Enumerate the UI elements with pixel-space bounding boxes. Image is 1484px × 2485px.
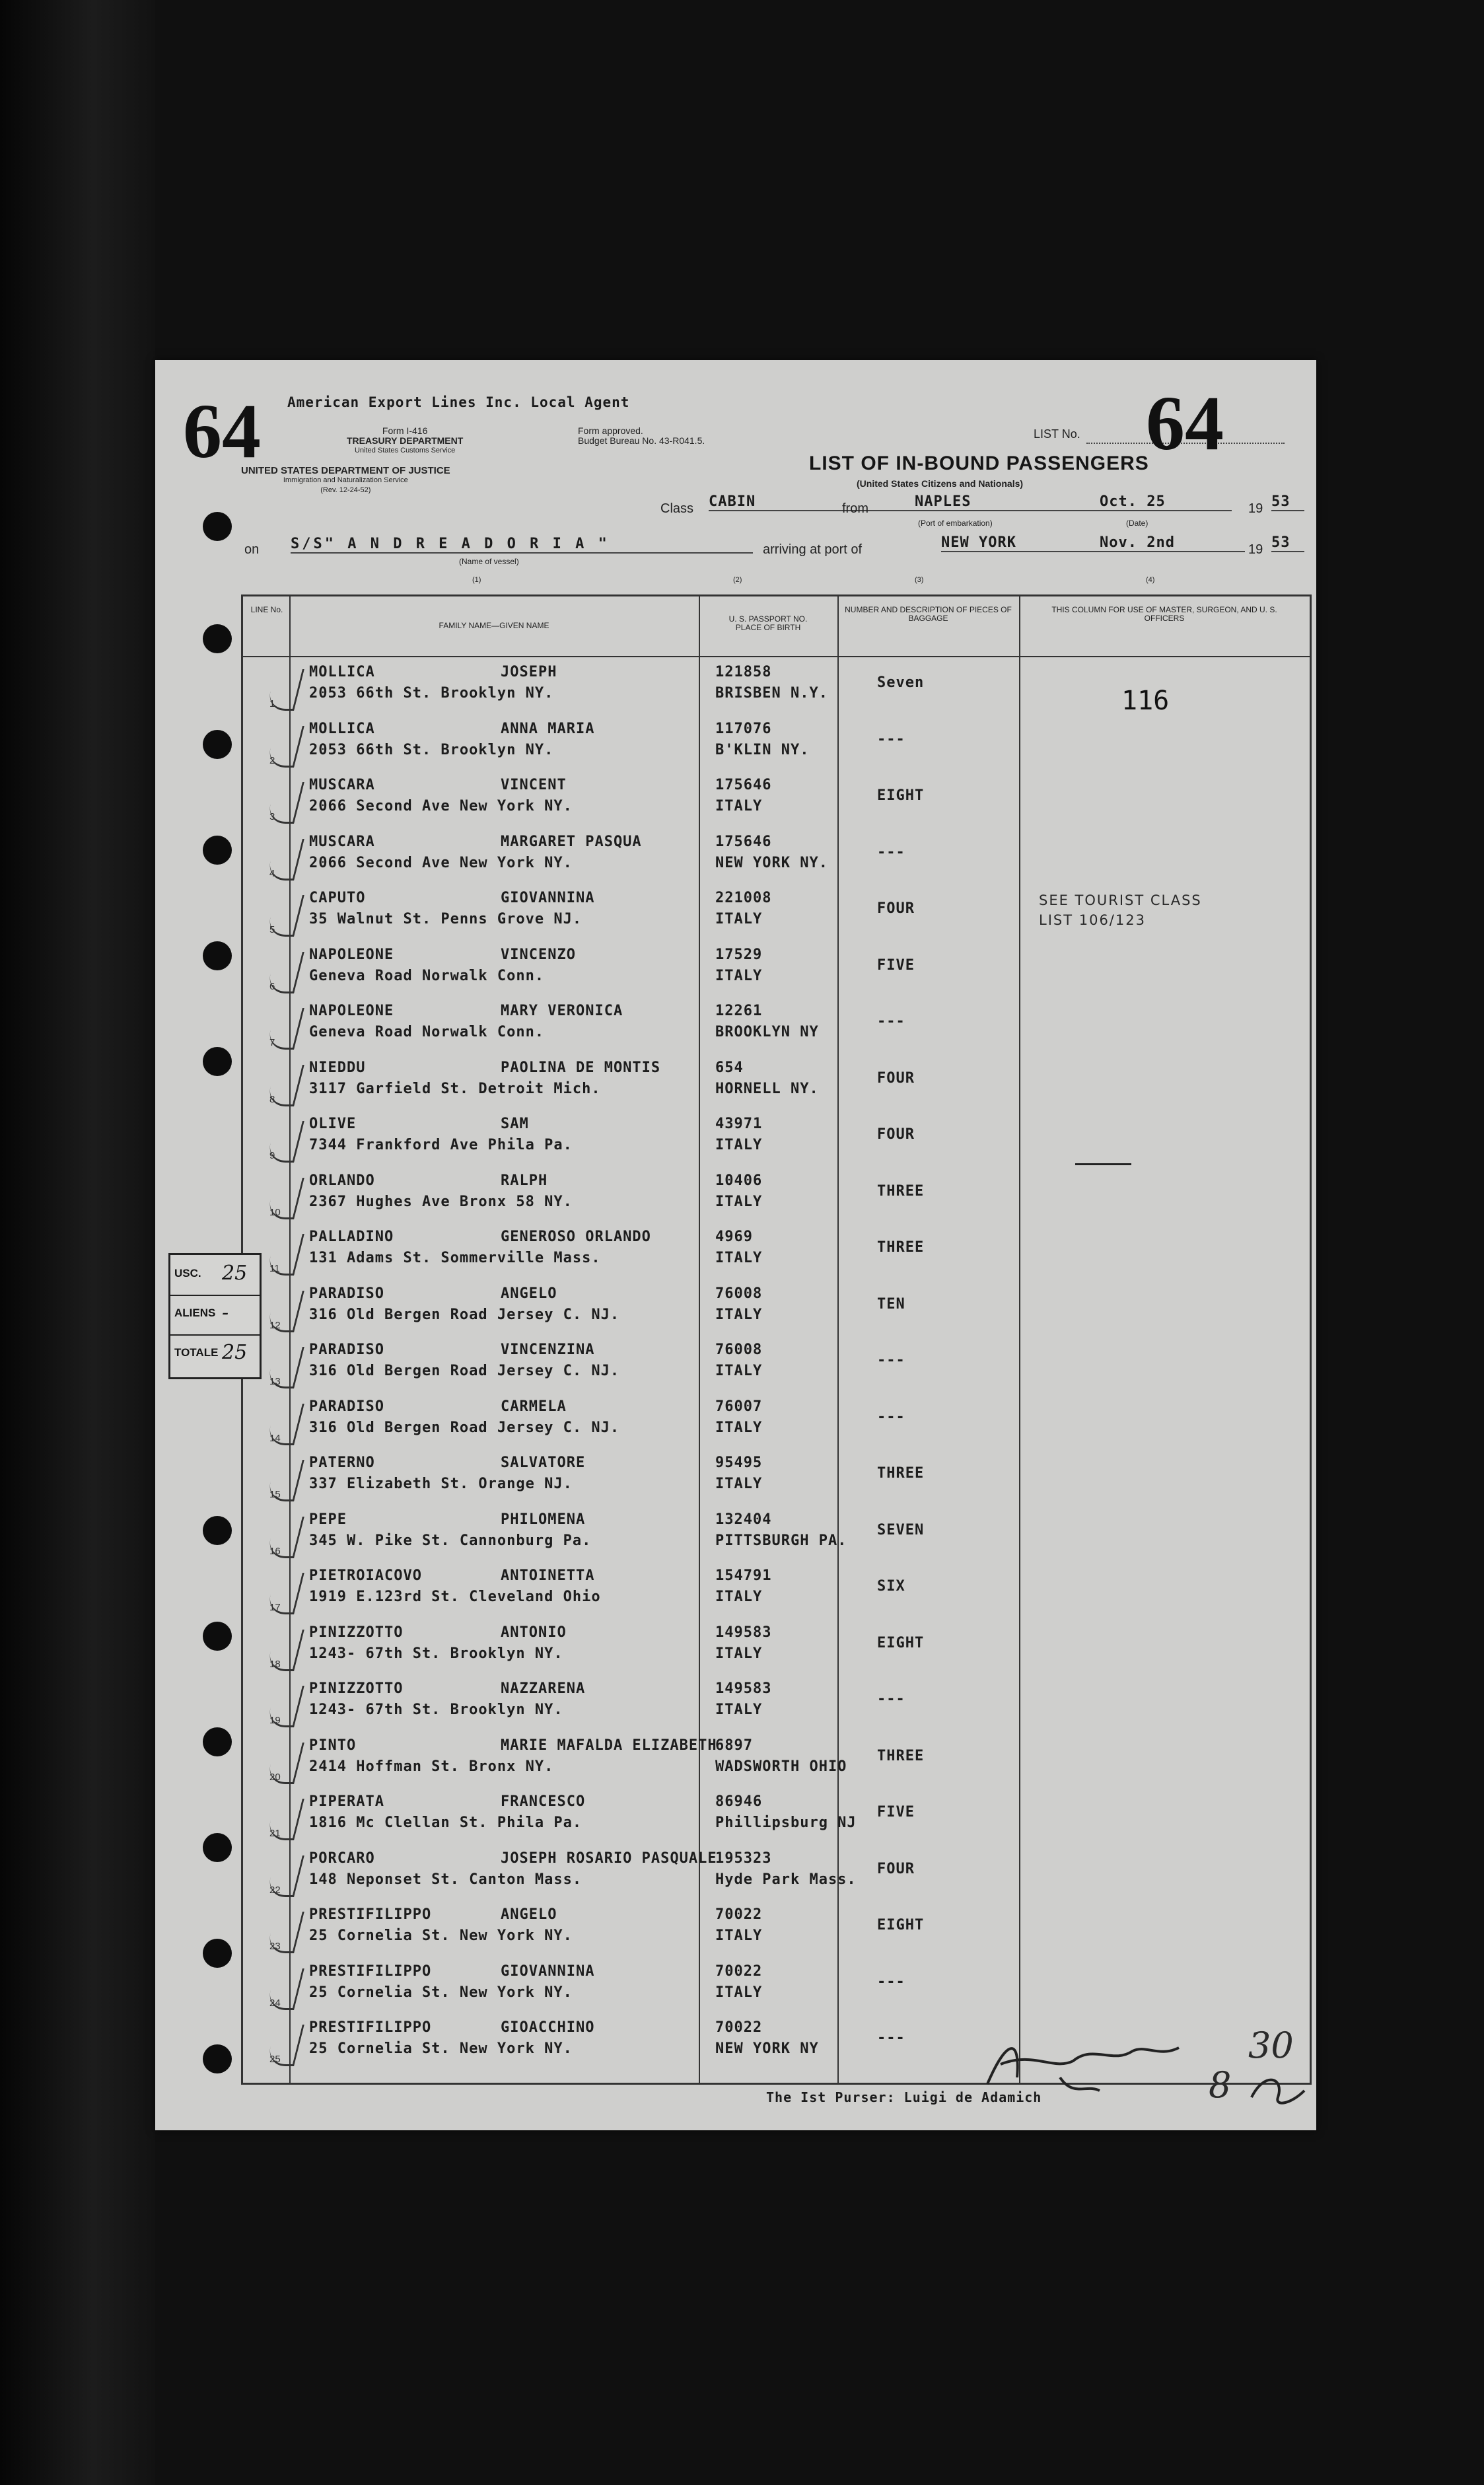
address: 148 Neponset St. Canton Mass. [309, 1871, 583, 1888]
table-row [243, 1394, 1310, 1450]
arrival-date: Nov. 2nd [1100, 534, 1245, 552]
tally-aliens [170, 1295, 260, 1336]
place-of-birth: ITALY [715, 967, 763, 984]
address: 2053 66th St. Brooklyn NY. [309, 685, 554, 702]
table-row [243, 1056, 1310, 1111]
arriving-label: arriving at port of [763, 542, 863, 557]
address: 2066 Second Ave New York NY. [309, 854, 573, 871]
table-row [243, 1281, 1310, 1337]
handwritten-30: 30 [1248, 2025, 1294, 2066]
passport-number: 76008 [715, 1342, 763, 1358]
table-row [243, 1620, 1310, 1676]
address: 337 Elizabeth St. Orange NJ. [309, 1476, 573, 1492]
ins-line: Immigration and Naturalization Service [283, 476, 408, 484]
col-head-name: FAMILY NAME—GIVEN NAME [439, 621, 549, 630]
given-name: VINCENZO [501, 946, 576, 963]
address: 345 W. Pike St. Cannonburg Pa. [309, 1532, 592, 1549]
line-number: 1 [269, 698, 275, 709]
family-name: MUSCARA [309, 777, 375, 793]
list-stamp-left: 64 [183, 388, 261, 474]
baggage-count: SEVEN [877, 1521, 925, 1538]
customs-line: United States Customs Service [355, 447, 456, 454]
usc-label: USC. [174, 1267, 201, 1279]
given-name: GIOVANNINA [501, 890, 595, 906]
tourist-note-2: LIST 106/123 [1039, 912, 1146, 928]
scan-border [0, 0, 155, 2485]
col-head-baggage: NUMBER AND DESCRIPTION OF PIECES OF BAGGAGE [845, 605, 1012, 623]
passport-number: 6897 [715, 1737, 753, 1754]
given-name: RALPH [501, 1172, 548, 1189]
agent-line: American Export Lines Inc. Local Agent [287, 394, 630, 410]
punch-hole [203, 2044, 232, 2073]
address: 316 Old Bergen Road Jersey C. NJ. [309, 1306, 620, 1323]
family-name: MOLLICA [309, 720, 375, 737]
address: Geneva Road Norwalk Conn. [309, 967, 545, 984]
purser-line: The Ist Purser: Luigi de Adamich [766, 2089, 1042, 2105]
passport-number: 70022 [715, 1963, 763, 1980]
list-no-label: LIST No. [1034, 427, 1080, 441]
year-prefix-2: 19 [1248, 542, 1263, 557]
passport-number: 654 [715, 1059, 744, 1076]
table-row [243, 773, 1310, 828]
total-label: TOTALE [174, 1346, 219, 1359]
place-of-birth: Phillipsburg NJ [715, 1815, 857, 1831]
family-name: PORCARO [309, 1850, 375, 1867]
passport-number: 12261 [715, 1003, 763, 1019]
on-label: on [244, 542, 260, 557]
place-of-birth: ITALY [715, 1306, 763, 1323]
passenger-rows [243, 660, 1310, 2083]
baggage-count: SIX [877, 1578, 905, 1595]
col-head-line: LINE No. [250, 605, 283, 614]
table-row [243, 1169, 1310, 1224]
family-name: PINTO [309, 1737, 357, 1754]
address: 2066 Second Ave New York NY. [309, 798, 573, 814]
passenger-table [241, 594, 1312, 2085]
table-row [243, 1507, 1310, 1563]
form-number: Form I-416 [382, 425, 428, 436]
punch-hole [203, 624, 232, 653]
table-row [243, 830, 1310, 885]
given-name: PAOLINA DE MONTIS [501, 1059, 661, 1076]
given-name: GIOACCHINO [501, 2019, 595, 2036]
line-number: 23 [269, 1941, 281, 1952]
baggage-count: EIGHT [877, 1917, 925, 1933]
given-name: MARGARET PASQUA [501, 833, 642, 850]
class-value: CABIN [709, 493, 946, 511]
place-of-birth: ITALY [715, 1702, 763, 1718]
place-of-birth: BROOKLYN NY [715, 1024, 819, 1040]
col-num-4: (4) [1146, 576, 1155, 584]
place-of-birth: B'KLIN NY. [715, 741, 810, 758]
passport-number: 132404 [715, 1511, 772, 1528]
punch-hole [203, 1622, 232, 1651]
address: 131 Adams St. Sommerville Mass. [309, 1250, 601, 1266]
baggage-count: --- [877, 2030, 905, 2046]
given-name: JOSEPH ROSARIO PASQUALE [501, 1850, 717, 1867]
given-name: NAZZARENA [501, 1680, 586, 1697]
line-number: 16 [269, 1545, 281, 1557]
revision: (Rev. 12-24-52) [320, 486, 371, 494]
col-head-passport: U. S. PASSPORT NO. PLACE OF BIRTH [728, 614, 808, 632]
officer-dash [1075, 1163, 1131, 1165]
line-number: 11 [269, 1263, 280, 1274]
passport-number: 121858 [715, 664, 772, 680]
family-name: PALLADINO [309, 1229, 394, 1245]
address: Geneva Road Norwalk Conn. [309, 1024, 545, 1040]
address: 1919 E.123rd St. Cleveland Ohio [309, 1589, 601, 1605]
aliens-count: - [222, 1301, 229, 1324]
baggage-count: --- [877, 1691, 905, 1708]
line-number: 8 [269, 1093, 275, 1105]
table-row [243, 1451, 1310, 1506]
passport-number: 17529 [715, 946, 763, 963]
baggage-count: --- [877, 844, 905, 861]
given-name: SAM [501, 1116, 529, 1132]
line-number: 24 [269, 1997, 281, 2009]
baggage-count: --- [877, 1013, 905, 1030]
family-name: NIEDDU [309, 1059, 366, 1076]
given-name: MARY VERONICA [501, 1003, 623, 1019]
baggage-count: --- [877, 1973, 905, 1990]
arrival-port: NEW YORK [941, 534, 1100, 552]
place-of-birth: ITALY [715, 1137, 763, 1153]
passport-number: 76007 [715, 1398, 763, 1415]
place-of-birth: ITALY [715, 1476, 763, 1492]
given-name: FRANCESCO [501, 1793, 586, 1810]
place-of-birth: NEW YORK NY [715, 2040, 819, 2057]
line-number: 22 [269, 1884, 281, 1896]
baggage-count: FIVE [877, 956, 915, 974]
passport-number: 10406 [715, 1172, 763, 1189]
place-of-birth: ITALY [715, 1927, 763, 1944]
given-name: JOSEPH [501, 664, 557, 680]
place-of-birth: PITTSBURGH PA. [715, 1532, 847, 1549]
place-of-birth: ITALY [715, 1589, 763, 1605]
address: 25 Cornelia St. New York NY. [309, 2040, 573, 2057]
given-name: SALVATORE [501, 1455, 586, 1471]
given-name: PHILOMENA [501, 1511, 586, 1528]
tourist-note-1: SEE TOURIST CLASS [1039, 892, 1202, 908]
line-number: 13 [269, 1376, 281, 1387]
aliens-label: ALIENS [174, 1307, 216, 1319]
doj-block [241, 466, 450, 495]
year-prefix: 19 [1248, 501, 1263, 516]
baggage-count: FIVE [877, 1804, 915, 1820]
given-name: GENEROSO ORLANDO [501, 1229, 651, 1245]
manifest-page [155, 360, 1316, 2130]
baggage-count: --- [877, 1352, 905, 1369]
family-name: PIETROIACOVO [309, 1567, 422, 1584]
family-name: PINIZZOTTO [309, 1680, 404, 1697]
line-number: 10 [269, 1206, 281, 1218]
place-of-birth: ITALY [715, 1984, 763, 2001]
passport-number: 117076 [715, 720, 772, 737]
total-count: 25 [222, 1341, 248, 1364]
baggage-count: THREE [877, 1747, 925, 1764]
table-row [243, 717, 1310, 772]
table-row [243, 1338, 1310, 1393]
address: 316 Old Bergen Road Jersey C. NJ. [309, 1363, 620, 1379]
col-head-officers: THIS COLUMN FOR USE OF MASTER, SURGEON, AND U. S. OFFICERS [1051, 605, 1277, 623]
handwritten-mark [1245, 2071, 1311, 2110]
doj-line: UNITED STATES DEPARTMENT OF JUSTICE [241, 465, 450, 476]
passport-number: 4969 [715, 1229, 753, 1245]
baggage-count: TEN [877, 1295, 905, 1313]
line-number: 7 [269, 1037, 275, 1048]
place-of-birth: ITALY [715, 1645, 763, 1662]
passport-number: 149583 [715, 1680, 772, 1697]
table-row [243, 1676, 1310, 1732]
table-row [243, 1733, 1310, 1789]
line-number: 20 [269, 1771, 281, 1783]
baggage-count: --- [877, 1408, 905, 1425]
from-port: NAPLES [915, 493, 1113, 511]
passport-number: 86946 [715, 1793, 763, 1810]
budget-number: Budget Bureau No. 43-R041.5. [578, 435, 705, 446]
line-number: 12 [269, 1319, 281, 1331]
handwritten-8: 8 [1209, 2064, 1232, 2106]
baggage-count: EIGHT [877, 787, 925, 804]
class-label: Class [660, 501, 694, 516]
purser-signature [981, 2025, 1192, 2104]
family-name: CAPUTO [309, 890, 366, 906]
arrival-year: 53 [1271, 534, 1304, 552]
line-number: 2 [269, 754, 275, 766]
table-row [243, 1564, 1310, 1619]
col-num-2: (2) [733, 576, 742, 584]
punch-hole [203, 1047, 232, 1076]
table-row [243, 999, 1310, 1054]
passport-number: 76008 [715, 1285, 763, 1302]
line-number: 4 [269, 867, 275, 879]
passport-number: 175646 [715, 833, 772, 850]
line-number: 6 [269, 980, 275, 992]
address: 1243- 67th St. Brooklyn NY. [309, 1645, 563, 1662]
table-row [243, 1225, 1310, 1280]
table-row [243, 1112, 1310, 1167]
usc-count: 25 [222, 1262, 248, 1285]
given-name: MARIE MAFALDA ELIZABETH [501, 1737, 717, 1754]
punch-hole [203, 1727, 232, 1756]
place-of-birth: ITALY [715, 798, 763, 814]
form-block [347, 426, 463, 456]
address: 2414 Hoffman St. Bronx NY. [309, 1758, 554, 1775]
baggage-count: THREE [877, 1465, 925, 1482]
tally-usc [170, 1255, 260, 1296]
punch-hole [203, 512, 232, 541]
family-name: NAPOLEONE [309, 946, 394, 963]
form-title: LIST OF IN-BOUND PASSENGERS [809, 452, 1149, 474]
place-of-birth: ITALY [715, 1363, 763, 1379]
baggage-count: FOUR [877, 900, 915, 917]
port-embark-caption: (Port of embarkation) [918, 519, 993, 528]
col-num-1: (1) [472, 576, 481, 584]
given-name: ANGELO [501, 1906, 557, 1923]
place-of-birth: ITALY [715, 1193, 763, 1210]
table-row [243, 1846, 1310, 1902]
given-name: ANTOINETTA [501, 1567, 595, 1584]
punch-hole [203, 730, 232, 759]
family-name: MOLLICA [309, 664, 375, 680]
passport-number: 195323 [715, 1850, 772, 1867]
given-name: ANGELO [501, 1285, 557, 1302]
punch-hole [203, 836, 232, 865]
baggage-count: FOUR [877, 1126, 915, 1143]
place-of-birth: Hyde Park Mass. [715, 1871, 857, 1888]
passport-number: 70022 [715, 2019, 763, 2036]
date-caption: (Date) [1126, 519, 1148, 528]
family-name: PATERNO [309, 1455, 375, 1471]
passport-number: 221008 [715, 890, 772, 906]
baggage-count: EIGHT [877, 1634, 925, 1651]
family-name: PINIZZOTTO [309, 1624, 404, 1641]
treasury-line: TREASURY DEPARTMENT [347, 435, 464, 446]
punch-hole [203, 941, 232, 970]
baggage-count: --- [877, 731, 905, 748]
form-subtitle: (United States Citizens and Nationals) [857, 478, 1024, 489]
place-of-birth: BRISBEN N.Y. [715, 685, 828, 702]
baggage-count: THREE [877, 1182, 925, 1200]
address: 3117 Garfield St. Detroit Mich. [309, 1080, 601, 1097]
from-label: from [842, 501, 868, 516]
passport-number: 149583 [715, 1624, 772, 1641]
departure-date: Oct. 25 [1100, 493, 1232, 511]
address: 7344 Frankford Ave Phila Pa. [309, 1137, 573, 1153]
line-number: 21 [269, 1828, 281, 1839]
vessel-caption: (Name of vessel) [459, 557, 519, 566]
passport-number: 70022 [715, 1906, 763, 1923]
line-number: 19 [269, 1715, 281, 1726]
departure-year: 53 [1271, 493, 1304, 511]
table-row [243, 1902, 1310, 1958]
place-of-birth: ITALY [715, 1250, 763, 1266]
address: 2053 66th St. Brooklyn NY. [309, 741, 554, 758]
passport-number: 43971 [715, 1116, 763, 1132]
passport-number: 154791 [715, 1567, 772, 1584]
baggage-count: THREE [877, 1239, 925, 1256]
line-number: 15 [269, 1489, 281, 1500]
line-number: 17 [269, 1602, 281, 1613]
given-name: GIOVANNINA [501, 1963, 595, 1980]
address: 2367 Hughes Ave Bronx 58 NY. [309, 1193, 573, 1210]
family-name: NAPOLEONE [309, 1003, 394, 1019]
baggage-count: FOUR [877, 1069, 915, 1087]
passport-number: 95495 [715, 1455, 763, 1471]
place-of-birth: ITALY [715, 1419, 763, 1436]
list-number: 64 [1146, 380, 1224, 466]
address: 25 Cornelia St. New York NY. [309, 1984, 573, 2001]
place-of-birth: NEW YORK NY. [715, 854, 828, 871]
family-name: PEPE [309, 1511, 347, 1528]
line-number: 9 [269, 1150, 275, 1161]
family-name: PRESTIFILIPPO [309, 1906, 432, 1923]
line-number: 3 [269, 811, 275, 822]
address: 316 Old Bergen Road Jersey C. NJ. [309, 1419, 620, 1436]
table-row [243, 1959, 1310, 2015]
line-number: 25 [269, 2054, 281, 2065]
given-name: VINCENZINA [501, 1342, 595, 1358]
family-name: PARADISO [309, 1398, 384, 1415]
address: 35 Walnut St. Penns Grove NJ. [309, 911, 583, 927]
punch-hole [203, 1833, 232, 1862]
address: 1816 Mc Clellan St. Phila Pa. [309, 1815, 583, 1831]
family-name: PARADISO [309, 1342, 384, 1358]
family-name: MUSCARA [309, 833, 375, 850]
table-row [243, 943, 1310, 998]
baggage-count: Seven [877, 674, 925, 691]
approval-block [578, 426, 705, 446]
place-of-birth: WADSWORTH OHIO [715, 1758, 847, 1775]
table-row [243, 1789, 1310, 1845]
form-approved: Form approved. [578, 425, 643, 436]
line-number: 18 [269, 1658, 281, 1670]
tally-total [170, 1334, 260, 1374]
col-num-3: (3) [915, 576, 924, 584]
vessel-name: S/S" A N D R E A D O R I A " [291, 536, 753, 554]
tally-box [168, 1253, 262, 1379]
address: 1243- 67th St. Brooklyn NY. [309, 1702, 563, 1718]
family-name: OLIVE [309, 1116, 357, 1132]
given-name: VINCENT [501, 777, 567, 793]
officer-count: 116 [1121, 686, 1170, 716]
punch-hole [203, 1516, 232, 1545]
family-name: PRESTIFILIPPO [309, 1963, 432, 1980]
line-number: 14 [269, 1432, 281, 1444]
line-number: 5 [269, 924, 275, 935]
family-name: PARADISO [309, 1285, 384, 1302]
place-of-birth: ITALY [715, 911, 763, 927]
passport-number: 175646 [715, 777, 772, 793]
baggage-count: FOUR [877, 1860, 915, 1877]
family-name: PIPERATA [309, 1793, 384, 1810]
punch-hole [203, 1939, 232, 1968]
given-name: ANNA MARIA [501, 720, 595, 737]
header-rule [243, 656, 1310, 657]
family-name: ORLANDO [309, 1172, 375, 1189]
given-name: ANTONIO [501, 1624, 567, 1641]
given-name: CARMELA [501, 1398, 567, 1415]
place-of-birth: HORNELL NY. [715, 1080, 819, 1097]
address: 25 Cornelia St. New York NY. [309, 1927, 573, 1944]
family-name: PRESTIFILIPPO [309, 2019, 432, 2036]
